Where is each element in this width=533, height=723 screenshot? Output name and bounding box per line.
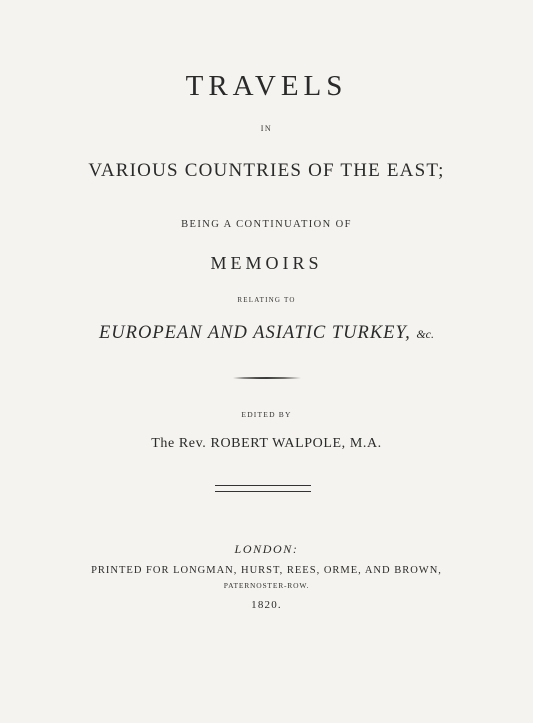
title-connector-in: IN (260, 124, 273, 133)
edited-by-line: EDITED BY (241, 410, 292, 419)
region-text: EUROPEAN AND ASIATIC TURKEY, (99, 323, 411, 343)
ornamental-rule (233, 376, 301, 380)
editor-name: The Rev. ROBERT WALPOLE, M.A. (151, 436, 382, 451)
imprint-printer: PRINTED FOR LONGMAN, HURST, REES, ORME, AND BROWN, (91, 565, 442, 576)
book-subject: VARIOUS COUNTRIES OF THE EAST; (88, 160, 445, 181)
double-rule (215, 485, 311, 492)
continuation-line: BEING A CONTINUATION OF (181, 219, 352, 230)
region-line (0, 324, 533, 343)
memoirs-heading: MEMOIRS (210, 253, 323, 273)
imprint-year: 1820. (251, 599, 282, 611)
imprint-city: LONDON: (234, 542, 299, 556)
book-title: TRAVELS (185, 70, 348, 102)
relating-to-line: RELATING TO (237, 296, 296, 304)
region-etc: &c. (416, 327, 434, 341)
imprint-address: PATERNOSTER-ROW. (223, 581, 310, 590)
